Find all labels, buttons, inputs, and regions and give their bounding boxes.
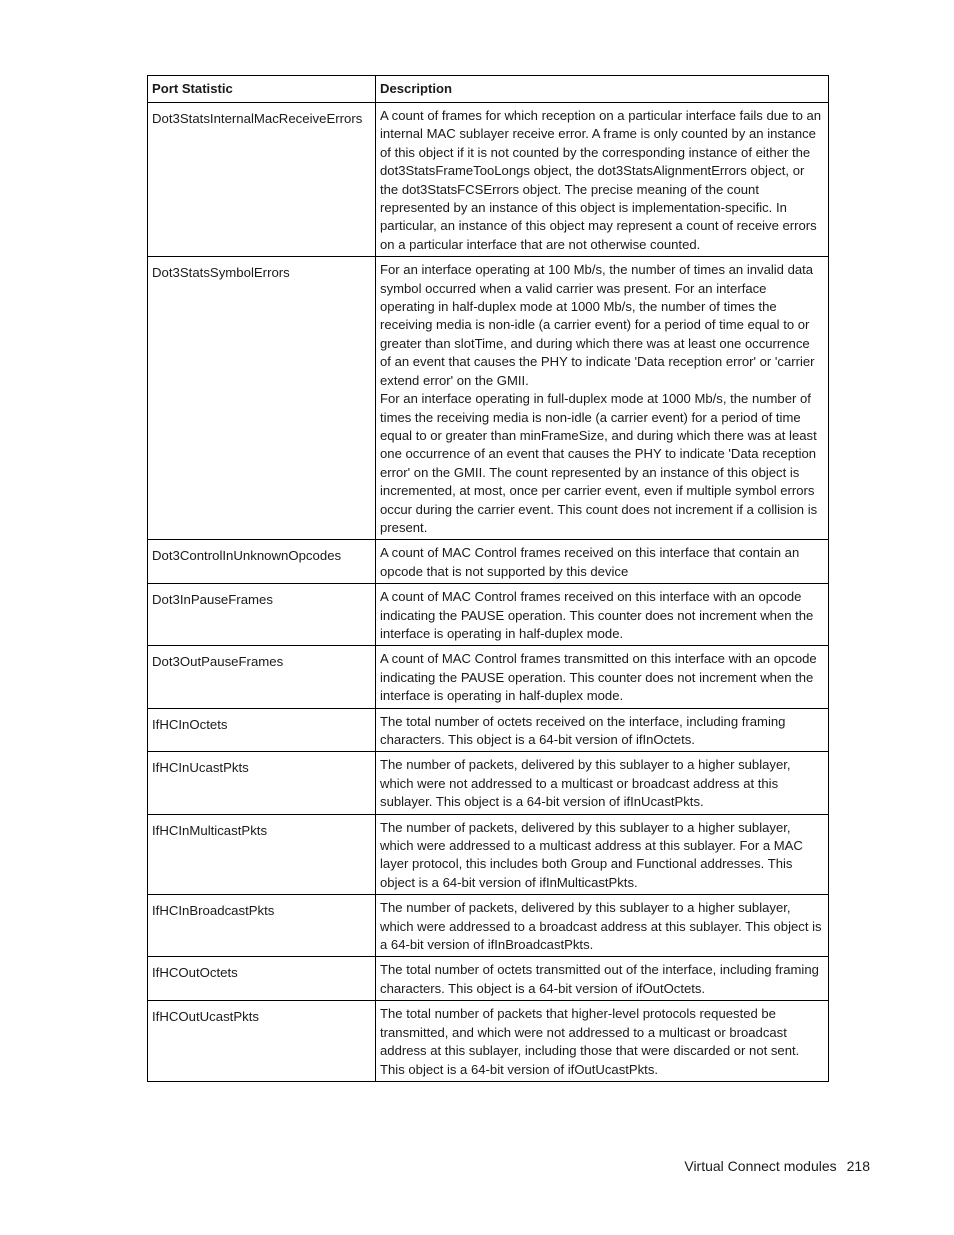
port-statistic-name: Dot3ControlInUnknownOpcodes: [148, 540, 376, 584]
header-port-statistic: Port Statistic: [148, 76, 376, 103]
page-number: 218: [846, 1158, 870, 1174]
port-statistic-name: Dot3StatsSymbolErrors: [148, 257, 376, 540]
table-row: [148, 895, 829, 957]
port-statistic-description: [376, 646, 829, 708]
description-paragraph: A count of MAC Control frames received on this interface that contain an opcode that is not supported by this device: [380, 545, 800, 579]
port-statistic-name: IfHCInOctets: [148, 708, 376, 752]
description-paragraph: For an interface operating in full-duplex mode at 1000 Mb/s, the number of times the receiving media is non-idle (a carrier event) for a period of time equal to or greater than minFrameSize, and during which there was at least one occurrence of an event that causes the PHY to indicate 'Data reception error' on the GMII. The count represented by an instance of this object is incremented, at most, once per carrier event, even if multiple symbol errors occur during the carrier event. This count does not increment if a collision is present.: [380, 391, 818, 535]
table-row: [148, 1001, 829, 1082]
port-statistic-name: IfHCInMulticastPkts: [148, 814, 376, 895]
table-row: [148, 957, 829, 1001]
description-paragraph: A count of MAC Control frames transmitted on this interface with an opcode indicating the PAUSE operation. This counter does not increment when the interface is operating in half-duplex mode.: [380, 651, 817, 704]
description-paragraph: The total number of octets transmitted out of the interface, including framing characters. This object is a 64-bit version of ifOutOctets.: [380, 962, 819, 996]
description-paragraph: The number of packets, delivered by this sublayer to a higher sublayer, which were addressed to a broadcast address at this sublayer. This object is a 64-bit version of ifInBroadcastPkts.: [380, 900, 822, 953]
table-row: [148, 257, 829, 540]
port-statistic-name: Dot3InPauseFrames: [148, 584, 376, 646]
port-statistic-description: [376, 957, 829, 1001]
port-statistic-name: IfHCInBroadcastPkts: [148, 895, 376, 957]
header-description: Description: [376, 76, 829, 103]
table-row: [148, 752, 829, 814]
port-statistic-name: IfHCOutOctets: [148, 957, 376, 1001]
table-row: [148, 814, 829, 895]
page-footer: [684, 1158, 870, 1174]
port-statistic-description: [376, 1001, 829, 1082]
table-row: [148, 708, 829, 752]
port-statistic-description: [376, 814, 829, 895]
description-paragraph: The total number of octets received on the interface, including framing characters. This object is a 64-bit version of ifInOctets.: [380, 713, 786, 747]
port-statistic-description: [376, 584, 829, 646]
port-statistic-name: Dot3StatsInternalMacReceiveErrors: [148, 103, 376, 257]
port-statistic-name: Dot3OutPauseFrames: [148, 646, 376, 708]
footer-section-title: Virtual Connect modules: [684, 1158, 837, 1174]
port-statistic-name: IfHCInUcastPkts: [148, 752, 376, 814]
description-paragraph: For an interface operating at 100 Mb/s, the number of times an invalid data symbol occurred when a valid carrier was present. For an interface operating in half-duplex mode at 1000 Mb/s, the number of times the receiving media is non-idle (a carrier event) for a period of time equal to or greater than slotTime, and during which there was at least one occurrence of an event that causes the PHY to indicate 'Data reception error' or 'carrier extend error' on the GMII.: [380, 262, 815, 388]
description-paragraph: The number of packets, delivered by this sublayer to a higher sublayer, which were not addressed to a multicast or broadcast address at this sublayer. This object is a 64-bit version of ifInUcastPkts.: [380, 757, 791, 810]
port-statistic-name: IfHCOutUcastPkts: [148, 1001, 376, 1082]
description-paragraph: The total number of packets that higher-level protocols requested be transmitted, and which were not addressed to a multicast or broadcast address at this sublayer, including those that were discarded or not sent. This object is a 64-bit version of ifOutUcastPkts.: [380, 1006, 800, 1077]
table-row: [148, 584, 829, 646]
port-statistic-description: [376, 540, 829, 584]
description-paragraph: A count of frames for which reception on a particular interface fails due to an internal MAC sublayer receive error. A frame is only counted by an instance of this object if it is not counted by the corresponding instance of either the dot3StatsFrameTooLongs object, the dot3StatsAlignmentErrors object, or the dot3StatsFCSErrors object. The precise meaning of the count represented by an instance of this object is implementation-specific. In particular, an instance of this object may represent a count of receive errors on a particular interface that are not otherwise counted.: [380, 108, 822, 252]
port-statistic-description: [376, 752, 829, 814]
table-row: [148, 103, 829, 257]
port-statistic-description: [376, 257, 829, 540]
port-statistics-table: [147, 75, 829, 1082]
table-header-row: [148, 76, 829, 103]
table-row: [148, 540, 829, 584]
port-statistic-description: [376, 103, 829, 257]
description-paragraph: The number of packets, delivered by this sublayer to a higher sublayer, which were addressed to a multicast address at this sublayer. For a MAC layer protocol, this includes both Group and Functional addresses. This object is a 64-bit version of ifInMulticastPkts.: [380, 819, 803, 890]
port-statistic-description: [376, 708, 829, 752]
port-statistic-description: [376, 895, 829, 957]
table-body: [148, 103, 829, 1082]
table-row: [148, 646, 829, 708]
description-paragraph: A count of MAC Control frames received on this interface with an opcode indicating the PAUSE operation. This counter does not increment when the interface is operating in half-duplex mode.: [380, 589, 814, 641]
